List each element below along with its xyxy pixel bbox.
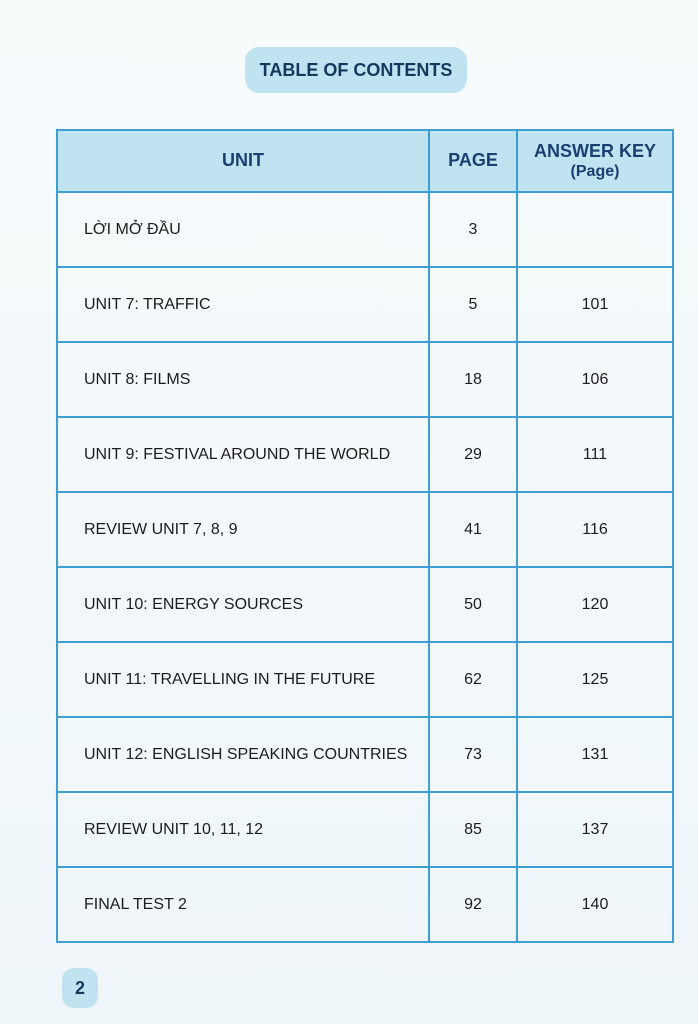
row-answer: 111 <box>517 417 673 492</box>
table-row <box>57 417 673 492</box>
table-row <box>57 867 673 942</box>
row-unit: UNIT 9: FESTIVAL AROUND THE WORLD <box>57 417 429 492</box>
table-row <box>57 192 673 267</box>
row-page: 73 <box>429 717 517 792</box>
table-row <box>57 267 673 342</box>
row-answer: 101 <box>517 267 673 342</box>
row-answer: 106 <box>517 342 673 417</box>
row-unit: UNIT 11: TRAVELLING IN THE FUTURE <box>57 642 429 717</box>
header-answer-key <box>517 130 673 192</box>
row-page: 92 <box>429 867 517 942</box>
page-number: 2 <box>74 977 85 998</box>
row-unit: FINAL TEST 2 <box>57 867 429 942</box>
row-page: 85 <box>429 792 517 867</box>
row-unit: UNIT 10: ENERGY SOURCES <box>57 567 429 642</box>
table-row <box>57 492 673 567</box>
row-unit: UNIT 8: FILMS <box>57 342 429 417</box>
contents-table <box>56 129 674 943</box>
table-row <box>57 567 673 642</box>
row-answer <box>517 192 673 267</box>
table-row <box>57 342 673 417</box>
page-title-text: TABLE OF CONTENTS <box>259 59 453 80</box>
row-unit: REVIEW UNIT 7, 8, 9 <box>57 492 429 567</box>
row-unit: LỜI MỞ ĐẦU <box>57 192 429 267</box>
row-page: 5 <box>429 267 517 342</box>
header-answer-key-sub: (Page) <box>570 163 620 181</box>
row-page: 50 <box>429 567 517 642</box>
table-row <box>57 642 673 717</box>
row-answer: 137 <box>517 792 673 867</box>
table-row <box>57 792 673 867</box>
row-answer: 125 <box>517 642 673 717</box>
header-page: PAGE <box>429 130 517 192</box>
row-answer: 120 <box>517 567 673 642</box>
header-answer-key-label: ANSWER KEY <box>533 140 656 161</box>
row-answer: 131 <box>517 717 673 792</box>
row-unit: REVIEW UNIT 10, 11, 12 <box>57 792 429 867</box>
table-row <box>57 717 673 792</box>
page-number-badge <box>62 968 98 1008</box>
row-page: 62 <box>429 642 517 717</box>
row-unit: UNIT 12: ENGLISH SPEAKING COUNTRIES <box>57 717 429 792</box>
row-page: 41 <box>429 492 517 567</box>
table-header-row <box>57 130 673 192</box>
header-unit: UNIT <box>57 130 429 192</box>
row-answer: 140 <box>517 867 673 942</box>
row-page: 3 <box>429 192 517 267</box>
row-unit: UNIT 7: TRAFFIC <box>57 267 429 342</box>
row-page: 18 <box>429 342 517 417</box>
row-answer: 116 <box>517 492 673 567</box>
page-title <box>245 47 467 93</box>
row-page: 29 <box>429 417 517 492</box>
